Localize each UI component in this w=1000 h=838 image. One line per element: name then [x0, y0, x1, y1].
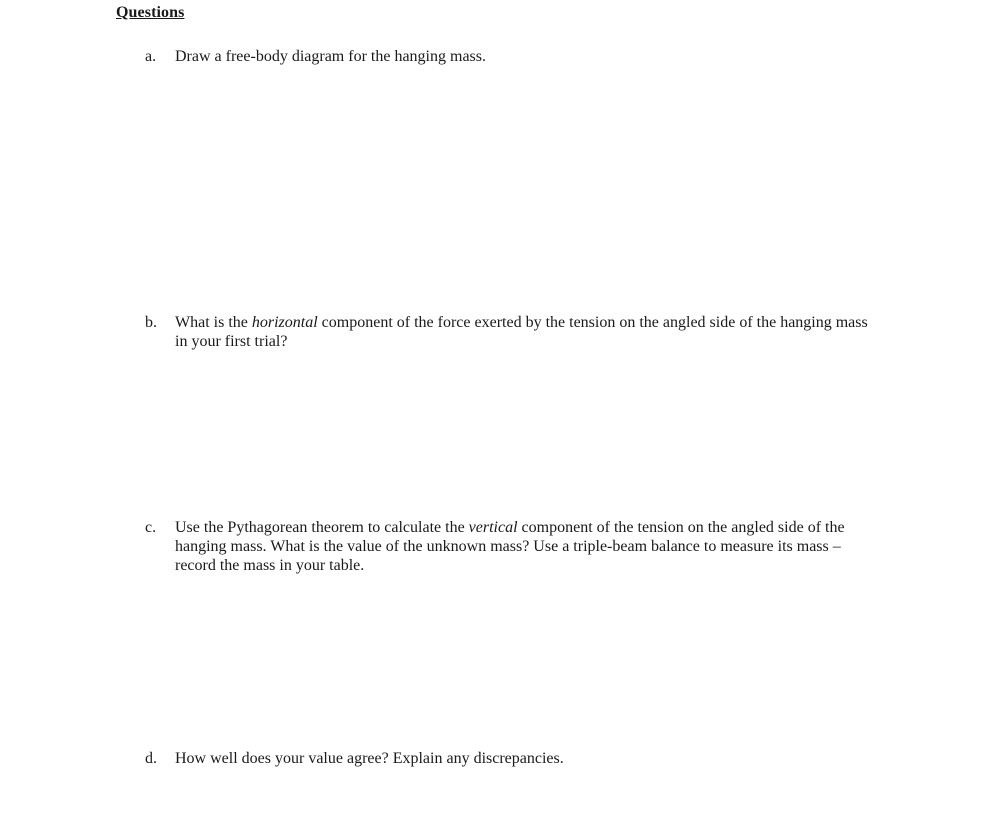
- question-c-letter: c.: [145, 519, 157, 536]
- question-a: [145, 47, 875, 66]
- question-a-text: Draw a free-body diagram for the hanging mass.: [175, 48, 486, 65]
- question-d-letter: d.: [145, 750, 157, 767]
- question-b-letter: b.: [145, 314, 157, 331]
- question-d: [145, 749, 875, 768]
- question-c: [145, 518, 875, 575]
- question-d-text: How well does your value agree? Explain any discrepancies.: [175, 750, 564, 767]
- section-heading: Questions: [116, 4, 185, 21]
- question-a-letter: a.: [145, 48, 157, 65]
- question-b-emphasis: horizontal: [251, 314, 318, 331]
- question-b-text: What is the horizontal component of the force exerted by the tension on the angled side of the hanging mass in your first trial?: [175, 314, 868, 350]
- question-c-emphasis: vertical: [468, 519, 518, 536]
- question-c-text: Use the Pythagorean theorem to calculate the vertical component of the tension on the angled side of the hanging mass. What is the value of the unknown mass? Use a triple-beam balance to measure its mass – record the mass in your table.: [175, 519, 845, 574]
- question-b: [145, 313, 875, 351]
